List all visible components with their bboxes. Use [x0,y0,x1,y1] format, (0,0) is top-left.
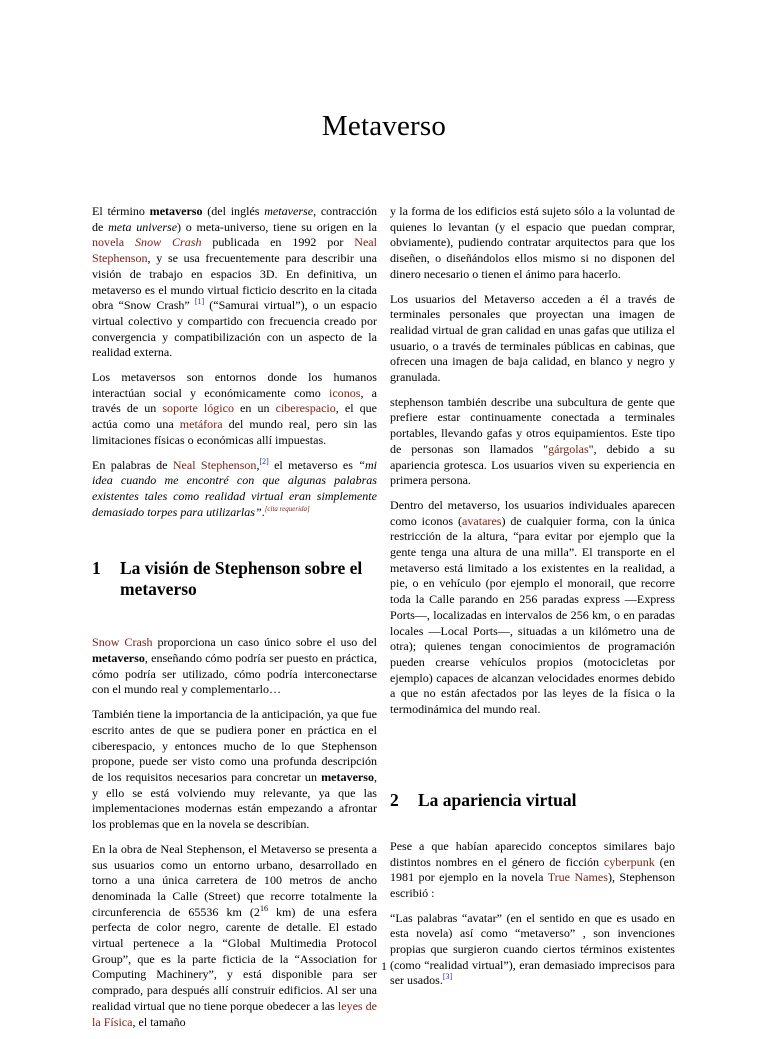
term-italic: metaverse [264,204,314,218]
text: (del inglés [202,204,265,218]
paragraph-anticipacion [92,707,377,833]
page-title: Metaverso [321,110,447,142]
text: “Las palabras “avatar” (en el sentido en que es usado en esta novela) así como “metaverso” , son invenciones propias que surgieron cuando ciertos términos existentes (como “realidad virtual”), eran demasiado imprecisos para ser usados. [390,910,675,988]
text: En la obra de Neal Stephenson, el Metaverso se presenta a sus usuarios como un entorno urbano, desarrollado en torno a una única carretera de 100 metros de ancho denominada la Calle (Street) que recorre totalmente la circunferencia de 65536 km (2 [92,841,377,919]
term-bold: metaverso [149,204,203,218]
section-title: La visión de Stephenson sobre el metaverso [120,558,363,600]
left-column [92,204,377,1039]
link-metafora[interactable]: metáfora [179,417,223,432]
superscript: 16 [259,903,268,913]
reference-link-2[interactable]: [2] [259,456,269,466]
link-cyberpunk[interactable]: cyberpunk [603,854,655,869]
text: proporciona un caso único sobre el uso del [152,635,377,650]
text: (“Samurai virtual”), o un espacio virtual colectivo y compartido con frecuencia creado por convergencia y compatibilización con un aspecto de la realidad externa. [92,298,377,360]
paragraph-obra [92,842,377,1030]
paragraph-avatares [390,498,675,718]
section-heading-1 [92,558,377,600]
section-heading-2 [390,790,675,811]
term-bold: metaverso [92,651,145,666]
link-soporte-logico[interactable]: soporte lógico [162,401,234,416]
text: , y ello se está volviendo muy relevante, ya que las implementaciones modernas están empezando a afrontar los problemas que en la novela se describían. [92,769,377,832]
link-ciberespacio[interactable]: ciberespacio [275,401,336,416]
text: km) de una esfera perfecta de color negro, carente de detalle. El estado virtual pertenece a la “Global Multimedia Protocol Group”, que es la parte ficticia de la “Association for Computing Machinery”, y está disponible para ser comprado, para después allí construir edificios. Al ser una realidad virtual que no tiene porque obedecer a las [92,904,377,1013]
intro-paragraph [92,204,377,361]
text: Los metaversos son entornos donde los humanos interactúan social y económicamente como [92,370,377,400]
link-snow-crash-2[interactable]: Snow Crash [92,635,153,650]
text: el metaverso es [268,457,359,472]
paragraph-usuarios [390,292,675,386]
paragraph-gargolas [390,395,675,489]
text: . [261,504,265,519]
paragraph-conceptos [390,839,675,902]
text: ) de cualquier forma, con la única restricción de la altura, “para evitar por ejemplo que la gente tenga una altura de una milla”. El transporte en el metaverso está limitado a los existentes en la realidad, a pie, o en vehículo (por ejemplo el monorail, que recorre toda la Calle parando en 256 paradas express —Express Ports—, localizadas en intervalos de 256 km, o en paradas locales —Local Ports—, situadas a un kilómetro una de otra); quienes tengan conocimientos de programación pueden crearse vehículos propios (motocicletas por ejemplo) capaces de alcanzan velocidades enormes debido a que no están afectados por las leyes de la física o la termodinámica del mundo real. [390,513,675,717]
text: publicada en 1992 por [201,235,355,250]
paragraph-cita-stephenson [390,911,675,990]
link-leyes-fisica[interactable]: leyes de la Física [92,998,377,1029]
quote-italic: “mi idea cuando me encontré con que algunas palabras existentes tales como realidad virtual eran simplemente demasiado torpes para utilizarlas” [92,457,377,519]
paragraph-metaversos [92,370,377,449]
citation-needed-link[interactable]: [cita requerida] [264,504,310,513]
page-number: 1 [381,959,387,973]
reference-link-3[interactable]: [3] [442,972,453,982]
link-snow-crash[interactable]: Snow Crash [135,235,202,250]
section-title: La apariencia virtual [418,789,577,810]
text: , [256,457,260,472]
text: , el que actúa como una [92,401,378,432]
link-neal-stephenson-2[interactable]: Neal Stephenson [172,457,257,472]
text: , contracción de [92,204,378,234]
section-number: 2 [390,789,399,810]
text: ", debido a su apariencia grotesca. Los usuarios viven su experiencia en primera persona. [390,441,676,488]
text: stephenson también describe una subcultura de gente que prefiere estar continuamente conectada a terminales portables, llevando gafas y otros equipamientos. Este tipo de personas son llamados " [390,394,675,456]
text: ) o meta-universo, tiene su origen en la [177,219,377,234]
text: y la forma de los edificios está sujeto sólo a la voluntad de quienes lo levantan (y el espacio que puedan comprar, obviamente), pudiendo contratar arquitectos para que los diseñen, o diseñándolos ellos mismo si no disponen del dinero necesario o tienen el ánimo para hacerlo. [390,204,675,281]
term-italic: meta universe [108,219,178,234]
term-bold: metaverso [321,769,374,784]
text: , enseñando cómo podría ser puesto en práctica, cómo podría ser utilizado, cómo podría interconectarse con el mundo real y complementarlo… [92,651,377,697]
text: Los usuarios del Metaverso acceden a él a través de terminales personales que proyectan una imagen de realidad virtual de gran calidad en unas gafas que utiliza el usuario, o a través de terminales públicas en cabinas, que ofrecen una imagen de baja calidad, en blanco y negro y granulada. [390,291,675,385]
link-gargolas[interactable]: gárgolas [548,441,589,456]
text: , el tamaño [132,1014,186,1029]
paragraph-snow-crash [92,635,377,698]
text: (en 1981 por ejemplo en la novela [390,854,675,885]
text: , a través de un [92,385,377,416]
text: En palabras de [92,457,173,472]
paragraph-quote [92,458,377,521]
text [124,235,135,249]
link-avatares[interactable]: avatares [462,513,502,528]
text: ), Stephenson escribió : [390,870,675,900]
text: del mundo real, pero sin las limitaciones físicas o económicas allí impuestas. [92,417,377,447]
text: Dentro del metaverso, los usuarios individuales aparecen como iconos ( [390,497,675,528]
text: , y se usa frecuentemente para describir una visión de trabajo en espacios 3D. En definitiva, un metaverso es el mundo virtual ficticio descrito en la citada obra “Snow Crash” [92,251,377,313]
text: El término [92,204,150,218]
paragraph-edificios [390,204,675,283]
link-novela[interactable]: novela [92,235,125,250]
text: en un [234,401,276,416]
text: Pese a que habían aparecido conceptos similares bajo distintos nombres en el género de ficción [390,838,675,869]
link-true-names[interactable]: True Names [547,870,608,885]
right-column [390,204,675,998]
link-neal-stephenson[interactable]: Neal Stephenson [92,235,377,266]
section-number: 1 [92,558,101,579]
text: También tiene la importancia de la anticipación, ya que fue escrito antes de que se pudiera poner en práctica en el ciberespacio, y entonces mucho de lo que Stephenson propone, puede ser visto como una profunda descripción de los requisitos necesarios para concretar un [92,707,377,784]
link-iconos[interactable]: iconos [328,385,361,400]
reference-link-1[interactable]: [1] [194,297,205,307]
